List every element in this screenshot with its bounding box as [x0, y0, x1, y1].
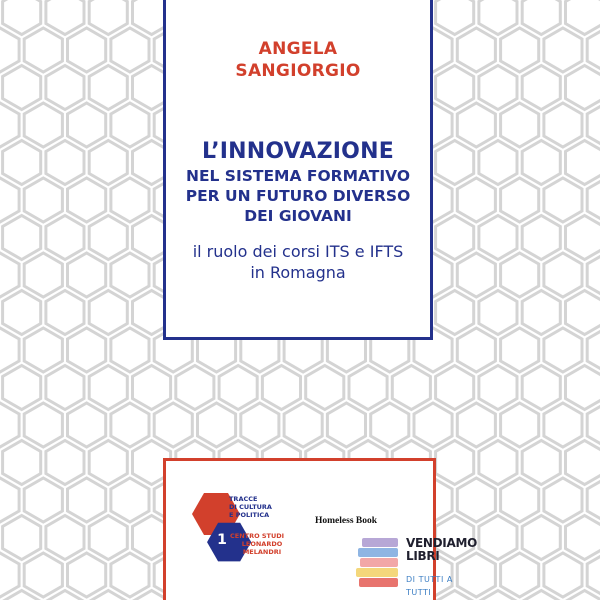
background-hexagon: [0, 28, 19, 72]
background-hexagon: [111, 103, 149, 147]
background-hexagon: [457, 178, 495, 222]
background-hexagon: [89, 141, 127, 185]
background-hexagon: [522, 0, 560, 35]
background-hexagon: [501, 253, 539, 297]
book-yellow: [356, 568, 398, 577]
background-hexagon: [111, 478, 149, 522]
background-hexagon: [24, 253, 62, 297]
background-hexagon: [46, 66, 84, 110]
background-hexagon: [111, 253, 149, 297]
author-first-name: ANGELA: [258, 39, 338, 59]
background-hexagon: [89, 216, 127, 260]
background-hexagon: [587, 403, 600, 447]
background-hexagon: [457, 253, 495, 297]
background-hexagon: [241, 403, 279, 447]
background-hexagon: [89, 366, 127, 410]
background-hexagon: [479, 441, 517, 485]
background-hexagon: [436, 291, 474, 335]
background-hexagon: [89, 0, 127, 35]
series-name-line-3: E POLITICA: [229, 511, 270, 519]
title-line-2: NEL SISTEMA FORMATIVO: [185, 167, 411, 185]
background-hexagon: [68, 328, 106, 372]
background-hexagon: [68, 28, 106, 72]
background-hexagon: [68, 103, 106, 147]
background-hexagon: [111, 403, 149, 447]
title-panel: [163, 0, 433, 340]
background-hexagon: [544, 103, 582, 147]
background-hexagon: [522, 216, 560, 260]
background-hexagon: [3, 291, 41, 335]
background-hexagon: [111, 28, 149, 72]
author-last-name: SANGIORGIO: [235, 61, 361, 81]
background-hexagon: [0, 103, 19, 147]
background-hexagon: [566, 516, 600, 560]
background-hexagon: [436, 216, 474, 260]
series-number: 1: [217, 532, 227, 548]
background-hexagon: [587, 478, 600, 522]
background-hexagon: [436, 366, 474, 410]
background-hexagon: [327, 403, 365, 447]
background-hexagon: [68, 178, 106, 222]
vendiamo-tagline: DI TUTTI A TUTTI: [406, 575, 453, 597]
background-hexagon: [587, 178, 600, 222]
background-hexagon: [501, 28, 539, 72]
background-hexagon: [68, 478, 106, 522]
study-center-line-3: MELANDRI: [242, 548, 282, 556]
background-hexagon: [544, 28, 582, 72]
background-hexagon: [566, 0, 600, 35]
background-hexagon: [479, 516, 517, 560]
background-hexagon: [198, 403, 236, 447]
book-title: [166, 138, 430, 226]
background-hexagon: [68, 553, 106, 597]
title-line-1: L’INNOVAZIONE: [202, 139, 394, 164]
background-hexagon: [262, 366, 300, 410]
background-hexagon: [566, 141, 600, 185]
background-hexagon: [587, 28, 600, 72]
background-hexagon: [501, 553, 539, 597]
background-hexagon: [566, 216, 600, 260]
background-hexagon: [0, 178, 19, 222]
background-hexagon: [587, 253, 600, 297]
background-hexagon: [479, 366, 517, 410]
study-center-line-1: CENTRO STUDI: [230, 532, 285, 540]
background-hexagon: [133, 366, 171, 410]
background-hexagon: [3, 441, 41, 485]
study-center-name: [230, 532, 294, 556]
vendiamo-word: VENDIAMO: [406, 536, 477, 550]
background-hexagon: [46, 216, 84, 260]
background-hexagon: [24, 103, 62, 147]
background-hexagon: [501, 328, 539, 372]
background-hexagon: [587, 328, 600, 372]
background-hexagon: [46, 366, 84, 410]
background-hexagon: [89, 441, 127, 485]
background-hexagon: [479, 141, 517, 185]
subtitle-line-2: in Romagna: [250, 263, 346, 282]
background-hexagon: [479, 66, 517, 110]
background-hexagon: [457, 28, 495, 72]
background-hexagon: [46, 141, 84, 185]
background-hexagon: [24, 328, 62, 372]
background-hexagon: [306, 366, 344, 410]
background-hexagon: [544, 478, 582, 522]
background-hexagon: [566, 366, 600, 410]
background-hexagon: [436, 66, 474, 110]
background-hexagon: [3, 366, 41, 410]
background-hexagon: [89, 516, 127, 560]
background-hexagon: [392, 366, 430, 410]
background-hexagon: [3, 516, 41, 560]
study-center-line-2: LEONARDO: [241, 540, 283, 548]
background-hexagon: [0, 328, 19, 372]
background-hexagon: [0, 253, 19, 297]
background-hexagon: [349, 366, 387, 410]
background-hexagon: [24, 178, 62, 222]
background-hexagon: [544, 253, 582, 297]
background-hexagon: [479, 216, 517, 260]
background-hexagon: [371, 403, 409, 447]
background-hexagon: [436, 141, 474, 185]
background-hexagon: [522, 516, 560, 560]
background-hexagon: [544, 328, 582, 372]
series-name: [229, 495, 272, 519]
background-hexagon: [457, 478, 495, 522]
publisher-name: Homeless Book: [314, 516, 378, 526]
background-hexagon: [501, 478, 539, 522]
series-name-line-2: DI CULTURA: [229, 503, 272, 511]
background-hexagon: [522, 441, 560, 485]
background-hexagon: [89, 66, 127, 110]
background-hexagon: [566, 441, 600, 485]
author-name: [166, 38, 430, 82]
background-hexagon: [436, 441, 474, 485]
background-hexagon: [457, 328, 495, 372]
background-hexagon: [111, 178, 149, 222]
background-hexagon: [24, 28, 62, 72]
background-hexagon: [501, 103, 539, 147]
background-hexagon: [544, 553, 582, 597]
background-hexagon: [587, 553, 600, 597]
book-blue: [358, 548, 398, 557]
background-hexagon: [566, 66, 600, 110]
background-hexagon: [46, 441, 84, 485]
background-hexagon: [89, 291, 127, 335]
book-purple: [362, 538, 398, 547]
background-hexagon: [111, 553, 149, 597]
title-line-3: PER UN FUTURO DIVERSO: [185, 187, 411, 205]
title-line-4: DEI GIOVANI: [244, 207, 352, 225]
background-hexagon: [176, 366, 214, 410]
background-hexagon: [46, 0, 84, 35]
background-hexagon: [544, 178, 582, 222]
background-hexagon: [24, 553, 62, 597]
background-hexagon: [566, 291, 600, 335]
background-hexagon: [46, 291, 84, 335]
background-hexagon: [522, 366, 560, 410]
background-hexagon: [284, 403, 322, 447]
background-hexagon: [457, 103, 495, 147]
background-hexagon: [154, 403, 192, 447]
background-hexagon: [24, 403, 62, 447]
series-name-line-1: TRACCE: [229, 495, 258, 503]
background-hexagon: [587, 103, 600, 147]
background-hexagon: [522, 291, 560, 335]
background-hexagon: [3, 66, 41, 110]
background-hexagon: [111, 328, 149, 372]
background-hexagon: [68, 253, 106, 297]
subtitle-line-1: il ruolo dei corsi ITS e IFTS: [192, 242, 404, 261]
libri-word: LIBRI: [406, 549, 440, 563]
background-hexagon: [0, 403, 19, 447]
background-hexagon: [544, 403, 582, 447]
book-pink: [360, 558, 398, 567]
background-hexagon: [414, 403, 452, 447]
background-hexagon: [3, 141, 41, 185]
background-hexagon: [46, 516, 84, 560]
background-hexagon: [0, 553, 19, 597]
background-hexagon: [68, 403, 106, 447]
background-hexagon: [3, 0, 41, 35]
background-hexagon: [522, 66, 560, 110]
vendiamo-libri-logo: [406, 537, 477, 599]
background-hexagon: [501, 403, 539, 447]
book-stack-icon: [356, 532, 406, 592]
book-subtitle: [166, 241, 430, 283]
background-hexagon: [501, 178, 539, 222]
background-hexagon: [219, 366, 257, 410]
background-hexagon: [479, 0, 517, 35]
background-hexagon: [24, 478, 62, 522]
background-hexagon: [3, 216, 41, 260]
book-red: [359, 578, 398, 587]
background-hexagon: [522, 141, 560, 185]
background-hexagon: [436, 0, 474, 35]
background-hexagon: [457, 403, 495, 447]
background-hexagon: [479, 291, 517, 335]
background-hexagon: [0, 478, 19, 522]
publisher-panel: [163, 458, 477, 600]
